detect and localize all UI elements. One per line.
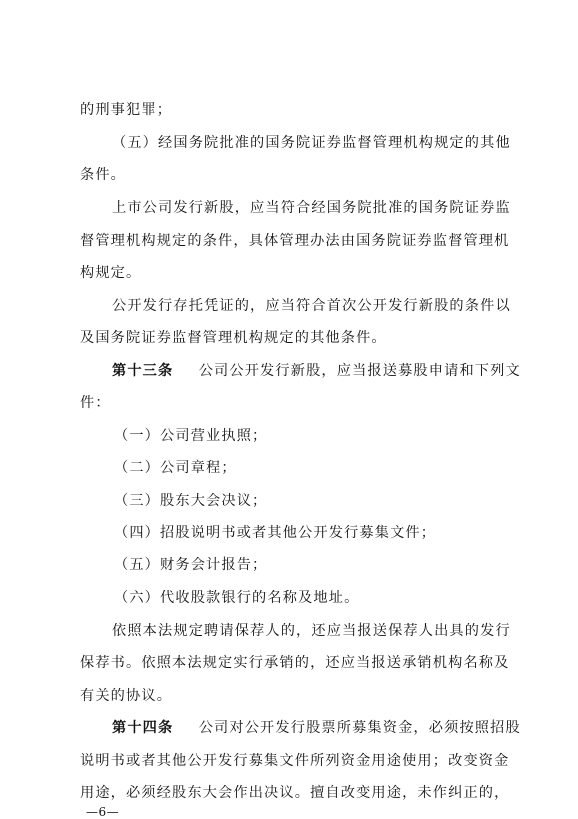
list-item: （四）招股说明书或者其他公开发行募集文件； [114, 525, 437, 541]
list-item: （一）公司营业执照； [114, 428, 268, 444]
text-line: 督管理机构规定的条件，具体管理办法由国务院证券监督管理机 [80, 233, 510, 249]
text-line: 有关的协议。 [80, 688, 173, 704]
text-line: 条件。 [80, 167, 127, 183]
article-text: 公司公开发行新股，应当报送募股申请和下列文 [198, 363, 521, 379]
list-item: （五）财务会计报告； [114, 557, 268, 573]
text-line: 公开发行存托凭证的，应当符合首次公开发行新股的条件以 [112, 298, 511, 314]
article-13-line [112, 361, 544, 381]
list-item: （三）股东大会决议； [114, 493, 268, 509]
list-item: （二）公司章程； [114, 460, 237, 476]
page-number: —6— [86, 805, 120, 819]
article-text: 公司对公开发行股票所募集资金，必须按照招股 [198, 720, 521, 736]
text-line: 用途，必须经股东大会作出决议。擅自改变用途，未作纠正的， [80, 785, 510, 801]
article-14-line [112, 718, 544, 738]
article-heading: 第十三条 [112, 363, 174, 379]
text-line: 说明书或者其他公开发行募集文件所列资金用途使用；改变资金 [80, 753, 510, 769]
article-heading: 第十四条 [112, 720, 174, 736]
text-line: 构规定。 [80, 265, 142, 281]
text-line: 保荐书。依照本法规定实行承销的，还应当报送承销机构名称及 [80, 655, 510, 671]
text-line: 及国务院证券监督管理机构规定的其他条件。 [80, 330, 387, 346]
text-line: （五）经国务院批准的国务院证券监督管理机构规定的其他 [112, 135, 511, 151]
list-item: （六）代收股款银行的名称及地址。 [114, 590, 360, 606]
text-line: 依照本法规定聘请保荐人的，还应当报送保荐人出具的发行 [112, 623, 511, 639]
text-line: 件： [80, 395, 111, 411]
text-line: 的刑事犯罪； [80, 102, 173, 118]
text-line: 上市公司发行新股，应当符合经国务院批准的国务院证券监 [112, 200, 511, 216]
